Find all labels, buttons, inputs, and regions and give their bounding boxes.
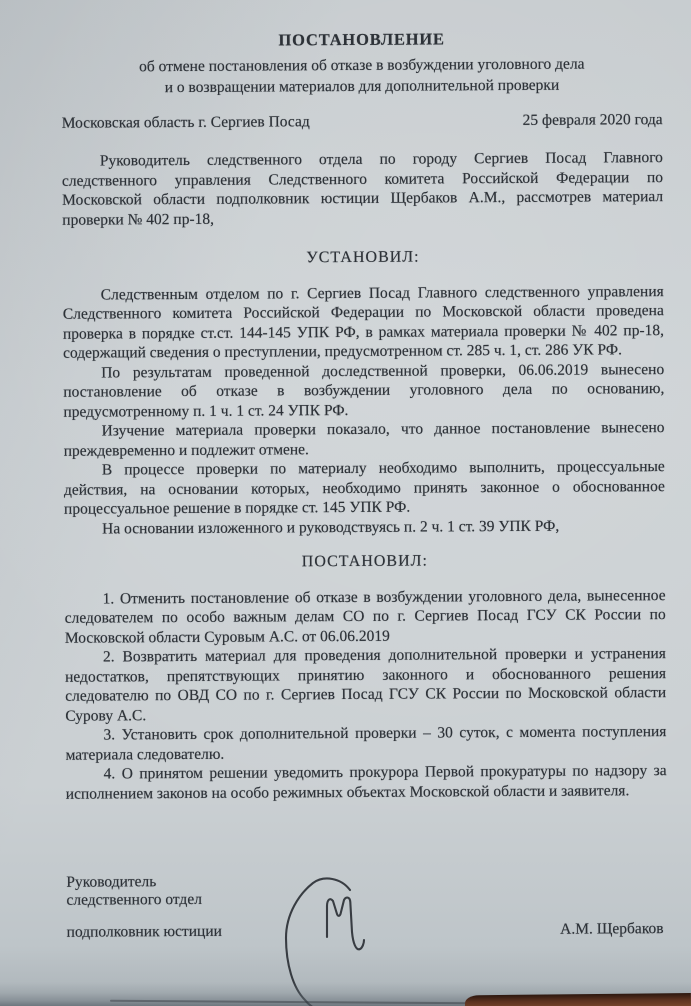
table-surface-corner <box>465 993 691 1006</box>
established-paragraph: На основании изложенного и руководствуясь п. 2 ч. 1 ст. 39 УПК РФ, <box>102 517 560 537</box>
document-title: ПОСТАНОВЛЕНИЕ <box>278 29 445 50</box>
resolved-heading: ПОСТАНОВИЛ: <box>301 552 428 571</box>
place-date-row <box>62 110 663 133</box>
established-paragraph: Изучение материала проверки показало, что данное постановление вынесено преждевременно и подлежит отмене. <box>63 419 665 460</box>
resolved-item: 1. Отменить постановление об отказе в возбуждении уголовного дела, вынесенное следователем по особо важным делам СО по г. Сергиев Посад ГСУ СК России по Московской области Суровым А.С. от 06.06.2019 <box>64 586 666 647</box>
document-subtitle-line-1: об отмене постановления об отказе в возбуждении уголовного дела <box>139 55 585 75</box>
established-heading: УСТАНОВИЛ: <box>306 248 420 267</box>
signer-position-line-1: Руководитель <box>66 872 157 891</box>
signer-position <box>66 872 222 941</box>
preamble-paragraph: Руководитель следственного отдела по городу Сергиев Посад Главного следственного управления Следственного комитета Российской Федерации по Московской области подполковник юстиции Щербаков А.М., рассмотрев материал проверки № 402 пр-18, <box>61 149 664 229</box>
document-place: Московская область г. Сергиев Посад <box>61 112 310 132</box>
signature-block <box>66 870 667 942</box>
document-date: 25 февраля 2020 года <box>522 110 663 129</box>
resolved-item: 4. О принятом решении уведомить прокурора Первой прокуратуры по надзору за исполнением законов на особо режимных объектах Московской области и заявителя. <box>65 762 667 803</box>
signer-name: А.М. Щербаков <box>560 919 664 938</box>
resolved-item: 2. Возвратить материал для проведения дополнительной проверки и устранения недостатков, препятствующих принятию законного и обоснованного решения следователю по ОВД СО по г. Сергиев Посад ГСУ СК России по Московской области Сурову А.С. <box>65 645 667 725</box>
document-subtitle-line-2: и о возвращении материалов для дополнительной проверки <box>164 76 560 96</box>
established-paragraph: Следственным отделом по г. Сергиев Посад Главного следственного управления Следственного комитета Российской Федерации по Московской области проведена проверка в порядке ст.ст. 144-145 УПК РФ, в рамках материала проверки № 402 пр-18, содержащий сведения о преступлении, предусмотренном ст. 285 ч. 1, ст. 286 УК РФ. <box>62 282 665 362</box>
established-paragraph: По результатам проведенной доследственной проверки, 06.06.2019 вынесено постановление об отказе в возбуждении уголовного дела по основанию, предусмотренному п. 1 ч. 1 ст. 24 УПК РФ. <box>63 360 665 421</box>
resolved-item: 3. Установить срок дополнительной проверки – 30 суток, с момента поступления материала следователю. <box>65 723 667 764</box>
signer-rank: подполковник юстиции <box>66 922 222 941</box>
signer-position-line-2: следственного отдел <box>66 890 202 909</box>
established-paragraph: В процессе проверки по материалу необходимо выполнить, процессуальные действия, на основании которых, необходимо принять законное о обоснованное процессуальное решение в порядке ст. 145 УПК РФ. <box>63 458 665 518</box>
